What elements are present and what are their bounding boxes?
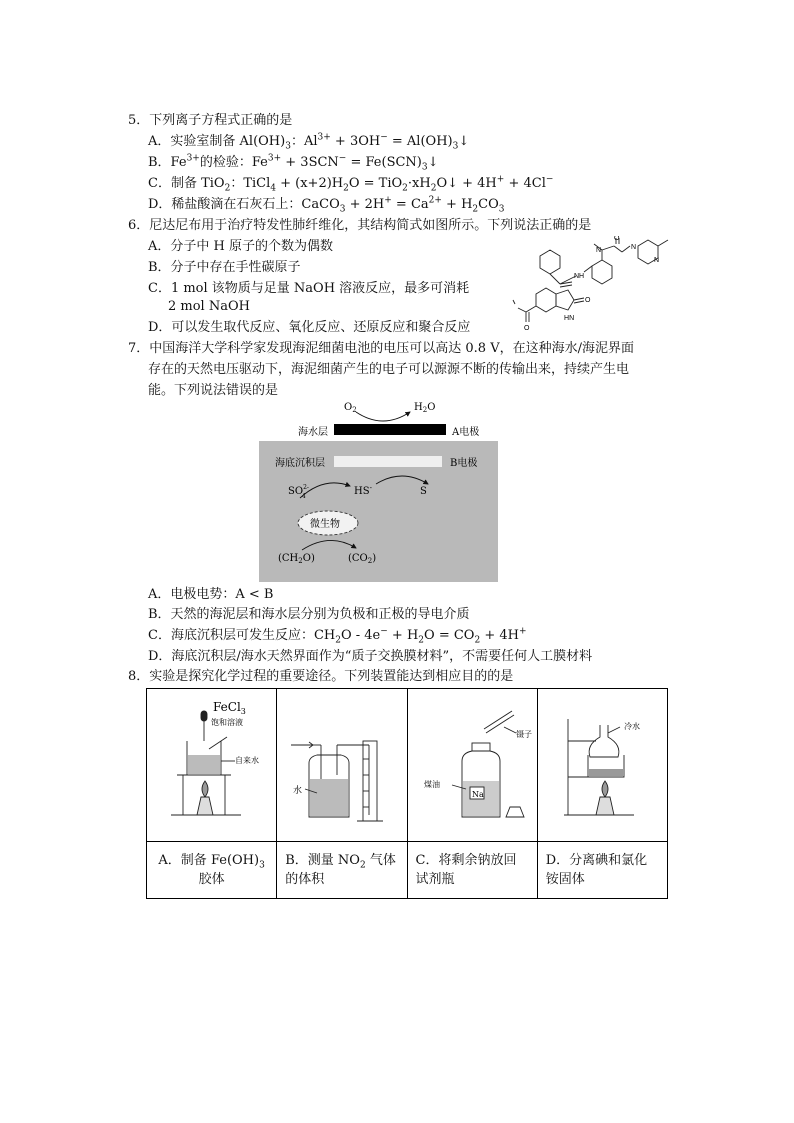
electrode-b-label: B电极 <box>450 458 478 469</box>
fecl3-label: FeCl$_3$ <box>213 700 246 716</box>
q6-stem: 6．尼达尼布用于治疗特发性肺纤维化，其结构简式如图所示。下列说法正确的是 <box>128 218 592 233</box>
q6-option-d: D．可以发生取代反应、氧化反应、还原反应和聚合反应 <box>148 320 471 335</box>
apparatus-d-cell <box>537 689 667 842</box>
co2-label: $(CO_2)$ <box>348 553 377 565</box>
ester-o-label: O <box>524 325 530 332</box>
q5-stem: 5．下列离子方程式正确的是 <box>128 113 293 128</box>
hs-label: HS- <box>354 484 372 497</box>
q7-stem-1: 7．中国海洋大学科学家发现海泥细菌电池的电压可以高达 0.8 V，在这种海水/海泥界面 <box>128 341 634 356</box>
kerosene-label: 煤油 <box>423 780 440 789</box>
q5-option-d: D．稀盐酸滴在石灰石上：CaCO$_3$ + $2H^+ = Ca^{2+} + H_2CO_3$ <box>148 195 505 215</box>
cold-water-label: 冷水 <box>623 722 640 731</box>
q7-option-c: C．海底沉积层可发生反应：$CH_2O - 4e^- + H_2O = CO_2 + 4H^+$ <box>148 626 527 646</box>
n-methyl-label: N <box>596 247 602 254</box>
electrode-b-bar <box>334 456 442 467</box>
nintedanib-structure <box>512 236 696 336</box>
ch2o-label: $(CH_2O)$ <box>278 553 315 565</box>
q8-stem: 8．实验是探究化学过程的重要途径。下列装置能达到相应目的的是 <box>128 669 514 684</box>
microbe-label: 微生物 <box>310 519 340 530</box>
q7-stem-2: 存在的天然电压驱动下，海泥细菌产生的电子可以源源不断的传输出来，持续产生电 <box>148 362 630 377</box>
option-a-label: A．制备 $Fe(OH)_3$ 胶体 <box>147 842 277 899</box>
tap-water-label: 自来水 <box>235 756 259 765</box>
q5-option-c: C．制备 TiO$_2$：TiCl$_4$ + $(x+2)H_2O$ = $TiO_2\cdot xH_2O↓ + 4H^+ + 4Cl^-$ <box>148 174 554 194</box>
q8-apparatus-table <box>146 688 668 899</box>
q6-option-a: A．分子中 H 原子的个数为偶数 <box>148 239 333 254</box>
apparatus-c-figure <box>408 689 536 841</box>
so4-label: $SO^{2-}4$ <box>288 484 309 500</box>
mud-battery-diagram <box>258 398 500 584</box>
tweezers-label: 镊子 <box>515 730 532 739</box>
q7-stem-3: 能。下列说法错误的是 <box>148 383 279 398</box>
apparatus-a-figure <box>147 689 281 841</box>
electrode-a-bar <box>334 424 446 435</box>
ring-nh-label: HN <box>564 315 575 322</box>
q6-option-b: B．分子中存在手性碳原子 <box>148 260 301 275</box>
electrode-a-label: A电极 <box>452 427 480 438</box>
nh-label: NH <box>574 273 585 280</box>
q7-option-a: A．电极电势：A < B <box>148 587 274 602</box>
h2o-label: $H_2O$ <box>414 402 436 414</box>
q7-option-b: B．天然的海泥层和海水层分别为负极和正极的导电介质 <box>148 607 470 622</box>
q6-option-c-cont: 2 mol NaOH <box>168 299 250 314</box>
piperazine-n2-label: N <box>654 257 660 264</box>
q5-option-b: B．$Fe^{3+}$的检验：$Fe^{3+} + 3SCN^-$ = $Fe(SCN)_3↓$ <box>148 153 439 173</box>
sea-layer-label: 海水层 <box>298 427 328 438</box>
option-b-label: B．测量 $NO_2$ 气体 的体积 <box>277 842 407 899</box>
option-d-label: D．分离碘和氯化 铵固体 <box>537 842 667 899</box>
apparatus-b-figure <box>277 689 409 841</box>
apparatus-b-cell <box>277 689 407 842</box>
option-c-label: C．将剩余钠放回 试剂瓶 <box>407 842 537 899</box>
sediment-label: 海底沉积层 <box>275 458 325 469</box>
o2-label: $O_2$ <box>344 402 357 414</box>
q6-option-c: C．1 mol 该物质与足量 NaOH 溶液反应，最多可消耗 <box>148 281 470 296</box>
apparatus-d-figure <box>538 689 663 841</box>
s-label: S <box>420 486 427 497</box>
lactam-o-label: O <box>585 297 591 304</box>
piperazine-n1-label: N <box>631 244 637 251</box>
amide-o-label: O <box>614 236 620 242</box>
apparatus-c-cell <box>407 689 537 842</box>
q7-option-d: D．海底沉积层/海水天然界面作为“质子交换膜材料”，不需要任何人工膜材料 <box>148 649 593 664</box>
apparatus-a-cell <box>147 689 277 842</box>
sodium-label: Na <box>471 790 484 799</box>
saturated-solution-label: 饱和溶液 <box>211 718 243 727</box>
water-b-label: 水 <box>293 786 303 796</box>
q5-option-a: A．实验室制备 $Al(OH)_3$：$Al^{3+} + 3OH^-$ = $Al(OH)_3↓$ <box>148 132 470 152</box>
